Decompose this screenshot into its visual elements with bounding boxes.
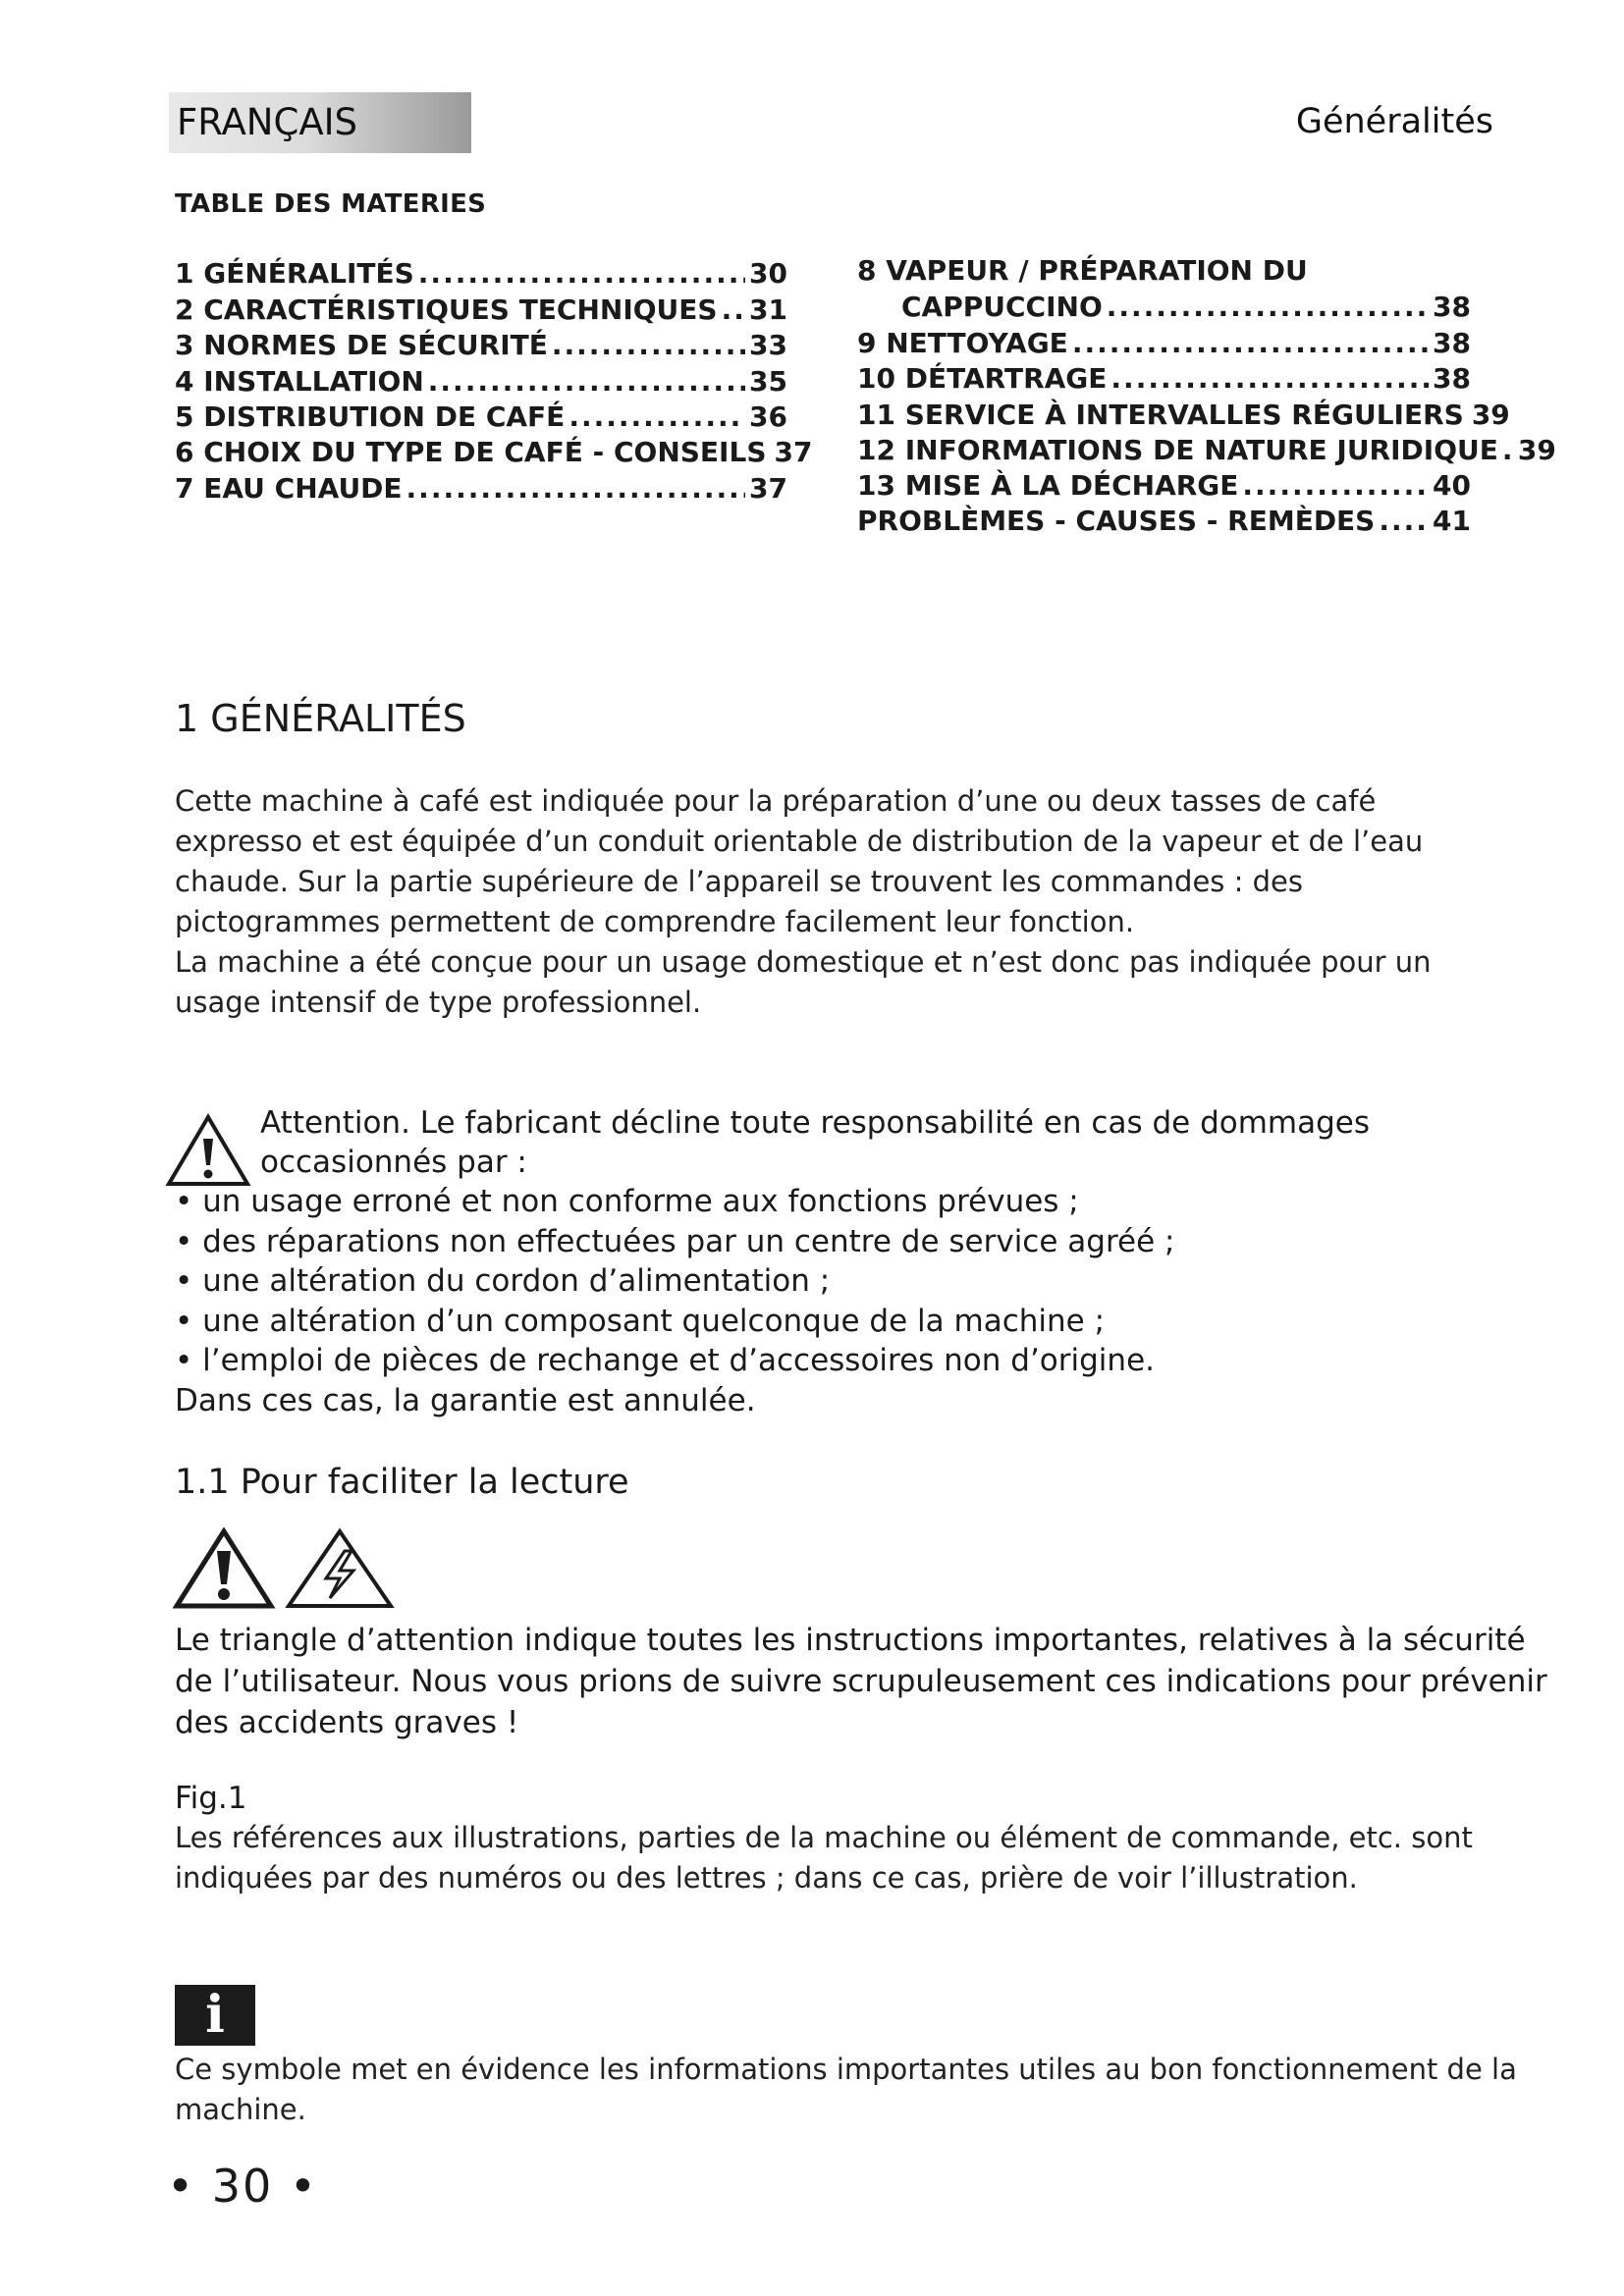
warning-bullet: • l’emploi de pièces de rechange et d’accessoires non d’origine. bbox=[175, 1343, 1155, 1378]
language-tab: FRANÇAIS bbox=[169, 92, 471, 153]
intro-text bbox=[175, 781, 1481, 1023]
warning-bullet: • une altération d’un composant quelconque de la machine ; bbox=[175, 1303, 1106, 1339]
warning-bullet: • des réparations non effectuées par un centre de service agréé ; bbox=[175, 1223, 1175, 1259]
warning-title: Attention. Le fabricant décline toute responsabilité en cas de dommages occasionnés par : bbox=[260, 1105, 1371, 1180]
warning-closing: Dans ces cas, la garantie est annulée. bbox=[175, 1382, 756, 1418]
toc-entry[interactable]: CAPPUCCINO ..... 38 bbox=[901, 291, 1471, 326]
toc-entry[interactable]: 6 CHOIX DU TYPE DE CAFÉ - CONSEILS 37 bbox=[175, 436, 813, 468]
toc-entry[interactable]: 11 SERVICE À INTERVALLES RÉGULIERS 39 bbox=[857, 399, 1510, 431]
warning-bullet: • une altération du cordon d’alimentation ; bbox=[175, 1263, 831, 1299]
electric-hazard-icon bbox=[289, 1531, 391, 1606]
toc-entry[interactable]: 4 INSTALLATION ..... 35 bbox=[175, 365, 787, 400]
intro-paragraph: Cette machine à café est indiquée pour la préparation d’une ou deux tasses de café expresso et est équipée d’un conduit orientable de distribution de la vapeur et de l’eau chaude. Sur la partie supérieure de l’appareil se trouvent les commandes : des pictogrammes permettent de comprendre facilement leur fonction. bbox=[175, 784, 1424, 938]
warning-triangle-icon bbox=[165, 1111, 251, 1188]
toc-entry[interactable]: 7 EAU CHAUDE ..... 37 bbox=[175, 472, 787, 507]
toc-entry[interactable]: 3 NORMES DE SÉCURITÉ ..... 33 bbox=[175, 329, 787, 364]
toc-entry-heading[interactable]: 8 VAPEUR / PRÉPARATION DU bbox=[857, 254, 1308, 287]
toc-entry[interactable]: PROBLÈMES - CAUSES - REMÈDES ..... 41 bbox=[857, 505, 1471, 540]
hazard-icons bbox=[173, 1527, 399, 1610]
info-icon: i bbox=[175, 1985, 255, 2046]
warning-bullet: • un usage erroné et non conforme aux fonctions prévues ; bbox=[175, 1184, 1079, 1219]
warning-triangle-icon bbox=[177, 1531, 271, 1606]
toc-entry[interactable]: 1 GÉNÉRALITÉS ..... 30 bbox=[175, 257, 787, 293]
fig-label: Fig.1 bbox=[175, 1781, 247, 1816]
toc-entry[interactable]: 5 DISTRIBUTION DE CAFÉ ..... 36 bbox=[175, 400, 787, 436]
toc-entry[interactable]: 10 DÉTARTRAGE ..... 38 bbox=[857, 362, 1471, 398]
toc-entry[interactable]: 12 INFORMATIONS DE NATURE JURIDIQUE ..... 39 bbox=[857, 434, 1505, 469]
triangle-explanation: Le triangle d’attention indique toutes les instructions importantes, relatives à la sécurité de l’utilisateur. Nous vous prions de suivre scrupuleusement ces indications pour prévenir des accidents graves ! bbox=[175, 1623, 1547, 1740]
fig-explanation: Les références aux illustrations, parties de la machine ou élément de commande, etc. sont indiquées par des numéros ou des lettres ; dans ce cas, prière de voir l’illustration. bbox=[175, 1821, 1473, 1895]
toc-entry[interactable]: 9 NETTOYAGE ..... 38 bbox=[857, 327, 1471, 362]
section-header: Généralités bbox=[1295, 102, 1493, 141]
toc-entry[interactable]: 13 MISE À LA DÉCHARGE ..... 40 bbox=[857, 469, 1471, 505]
info-explanation: Ce symbole met en évidence les informations importantes utiles au bon fonctionnement de la machine. bbox=[175, 2053, 1517, 2126]
warning-list bbox=[175, 1182, 1549, 1420]
toc-title: TABLE DES MATERIES bbox=[175, 189, 487, 219]
toc-entry[interactable]: 2 CARACTÉRISTIQUES TECHNIQUES ..... 31 bbox=[175, 294, 787, 329]
intro-paragraph: La machine a été conçue pour un usage domestique et n’est donc pas indiquée pour un usage intensif de type professionnel. bbox=[175, 945, 1432, 1019]
subsection-title: 1.1 Pour faciliter la lecture bbox=[175, 1463, 629, 1502]
section-title: 1 GÉNÉRALITÉS bbox=[175, 697, 466, 740]
page-number: • 30 • bbox=[167, 2160, 319, 2213]
